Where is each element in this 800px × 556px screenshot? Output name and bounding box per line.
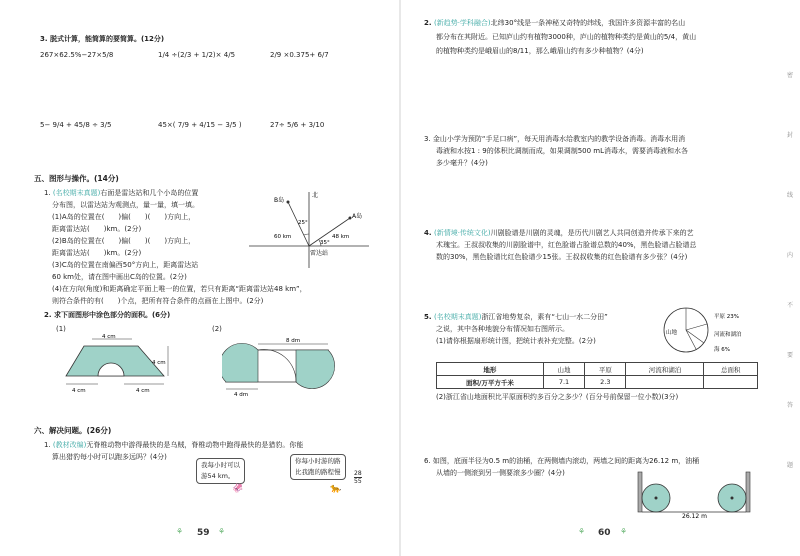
- pie-label-mountain: 山地: [666, 330, 678, 336]
- sprout-icon-left: ⚘: [176, 527, 184, 536]
- label-station: 雷达站: [310, 250, 329, 257]
- margin-char: 线: [787, 192, 794, 199]
- barrel-diagram: [632, 466, 756, 518]
- r-q6-line1: 6. 如图，底面半径为0.5 m的油桶，在两侧墙内滚动，两墙之间的距离为26.12 m，油桶: [424, 457, 700, 465]
- r-q3-line2: 毒液和水按1 : 9的体积比调制而成，如果调制500 mL消毒水，需要消毒液和水各: [436, 147, 689, 155]
- s5-q1-line8: 60 km处，请在图中画出C岛的位置。(2分): [52, 273, 187, 281]
- table-header-cell: 平原: [585, 363, 626, 376]
- label-60km: 60 km: [274, 234, 292, 240]
- r-q3-line3: 多少毫升？(4分): [436, 159, 488, 167]
- figure-2-parallelogram: [222, 332, 342, 396]
- table-cell[interactable]: [626, 376, 704, 389]
- margin-char: 题: [787, 462, 794, 469]
- margin-char: 要: [787, 352, 794, 359]
- fig1-label: (1): [56, 325, 66, 333]
- table-cell[interactable]: [704, 376, 758, 389]
- cheetah-icon: 🐆: [330, 484, 342, 494]
- s5-q1-line7: (3)C岛的位置在南偏西50°方向上，距离雷达站: [52, 261, 199, 269]
- r-q5-line4: (2)浙江省山地面积比平原面积约多百分之多少？(百分号前保留一位小数)(3分): [436, 393, 679, 401]
- dim-4cm-left: 4 cm: [72, 388, 86, 394]
- squid-icon: 🦑: [232, 484, 244, 494]
- margin-char: 不: [787, 302, 794, 309]
- table-cell: 面积/万平方千米: [437, 376, 544, 389]
- sprout-icon-right: ⚘: [578, 527, 586, 536]
- table-header-cell: 总面积: [704, 363, 758, 376]
- r-q5-line2: 之说，其中各种地貌分布情况如右图所示。: [436, 325, 569, 333]
- dim-4cm-top: 4 cm: [102, 334, 116, 340]
- dim-4dm: 4 dm: [234, 392, 249, 396]
- dim-8dm: 8 dm: [286, 338, 301, 344]
- s5-q2-title: 2. 求下面图形中涂色部分的面积。(6分): [44, 311, 171, 319]
- table-header-cell: 河流和湖泊: [626, 363, 704, 376]
- s5-q1-line10: 则符合条件的有( )个点，把所有符合条件的点画在上图中。(2分): [52, 297, 264, 305]
- expr-1: 267×62.5%−27×5/8: [40, 51, 114, 59]
- margin-char: 答: [787, 402, 794, 409]
- pie-label-paddy: 海 6%: [714, 347, 730, 353]
- table-header-row: [437, 363, 758, 376]
- r-q5-line1: 5. (名校期末真题)浙江省地势复杂，素有“七山一水二分田”: [424, 313, 608, 321]
- r-q4-line2: 术瑰宝。王叔叔收集的川剧脸谱中，红色脸谱占脸谱总数的40%，黑色脸谱占脸谱总: [436, 241, 697, 249]
- r-q4-line1: 4. (新情境·传统文化)川剧脸谱是川剧的灵魂，是历代川剧艺人共同创造并传承下来的艺: [424, 229, 694, 237]
- r-q5-line3: (1)请你根据扇形统计图，把统计表补充完整。(2分): [436, 337, 596, 345]
- s5-q1-line1: 1. (名校期末真题)右面是雷达站和几个小岛的位置: [44, 189, 199, 197]
- s6-q1-line1: 1. (教材改编)无脊椎动物中游得最快的是乌贼，脊椎动物中跑得最快的是猎豹。你能: [44, 441, 304, 449]
- sprout-icon-left-2: ⚘: [218, 527, 226, 536]
- s5-q1-line5: (2)B岛的位置在( )偏( )( )方向上，: [52, 237, 196, 245]
- margin-char: 密: [787, 72, 794, 79]
- s5-q1-line4: 距离雷达站( )km。(2分): [52, 225, 142, 233]
- table-row: [437, 376, 758, 389]
- s5-q1-line9: (4)在方向(角度)和距离确定平面上唯一的位置，若只有距离“距离雷达站48 km”，: [52, 285, 307, 293]
- label-distance: 26.12 m: [682, 513, 707, 518]
- radar-diagram: [244, 188, 374, 272]
- speech-bubble-cheetah: 你每小时游的路 比我跑的路程慢: [290, 454, 346, 480]
- figure-1-trapezoid: [60, 330, 180, 396]
- section-5-title: 五、图形与操作。(14分): [34, 174, 119, 183]
- r-q2-line3: 的植物种类约是峨眉山的8/11，那么峨眉山约有多少种植物？(4分): [436, 47, 644, 55]
- table-header-cell: 地形: [437, 363, 544, 376]
- page-divider: [399, 0, 401, 556]
- r-q2-line1: 2. (新趋势·学科融合)北纬30°线是一条神秘又奇特的纬线，我国许多资源丰富的名山: [424, 19, 686, 27]
- terrain-area-table: [436, 362, 758, 389]
- page-number-left: 59: [197, 528, 210, 538]
- label-b-island: B岛: [274, 197, 285, 204]
- dim-4cm-bottom: 4 cm: [136, 388, 150, 394]
- label-35deg: 35°: [320, 240, 330, 246]
- expr-2: 1/4 ÷(2/3 + 1/2)× 4/5: [158, 51, 236, 59]
- q3-title: 3. 脱式计算，能简算的要简算。(12分): [40, 35, 165, 43]
- label-25deg: 25°: [298, 220, 308, 226]
- sprout-icon-right-2: ⚘: [620, 527, 628, 536]
- table-header-cell: 山地: [543, 363, 584, 376]
- r-q6-line2: 从墙的一侧滚到另一侧要滚多少圈？(4分): [436, 469, 565, 477]
- label-48km: 48 km: [332, 234, 350, 240]
- r-q4-line3: 数的30%，黑色脸谱比红色脸谱少15张。王叔叔收集的红色脸谱有多少张？(4分): [436, 253, 688, 261]
- expr-4: 5− 9/4 + 45/8 ÷ 3/5: [40, 121, 112, 129]
- margin-char: 内: [787, 252, 794, 259]
- table-cell: 2.3: [585, 376, 626, 389]
- page-number-right: 60: [598, 528, 611, 538]
- s5-q1-line3: (1)A岛的位置在( )偏( )( )方向上，: [52, 213, 196, 221]
- table-cell: 7.1: [543, 376, 584, 389]
- r-q2-line2: 都分布在其附近。已知庐山约有植物3000种，庐山的植物种类约是黄山的5/4，黄山: [436, 33, 697, 41]
- dim-4cm-right: 4 cm: [152, 360, 166, 366]
- s6-q1-line2: 算出猎豹每小时可以跑多远吗？(4分): [52, 453, 167, 461]
- label-a-island: A岛: [352, 213, 363, 220]
- expr-6: 27÷ 5/6 + 3/10: [270, 121, 325, 129]
- r-q3-line1: 3. 金山小学为预防“手足口病”，每天用消毒水给教室内的教学设备消毒。消毒水用消: [424, 135, 686, 143]
- fraction-28-55: 28 55: [354, 470, 362, 485]
- pie-label-plain: 平原 23%: [714, 314, 739, 320]
- s5-q1-line6: 距离雷达站( )km。(2分): [52, 249, 142, 257]
- expr-3: 2/9 ×0.375+ 6/7: [270, 51, 329, 59]
- terrain-pie-chart: [656, 300, 766, 360]
- expr-5: 45×( 7/9 + 4/15 − 3/5 ): [158, 121, 242, 129]
- label-north: 北: [312, 192, 319, 199]
- speech-bubble-squid: 我每小时可以 游54 km。: [196, 458, 245, 484]
- s5-q1-line2: 分布图，以雷达站为观测点，量一量，填一填。: [52, 201, 199, 209]
- fig2-label: (2): [212, 325, 222, 333]
- section-6-title: 六、解决问题。(26分): [34, 426, 112, 435]
- margin-char: 封: [787, 132, 794, 139]
- pie-label-river: 河流和湖泊: [714, 332, 742, 338]
